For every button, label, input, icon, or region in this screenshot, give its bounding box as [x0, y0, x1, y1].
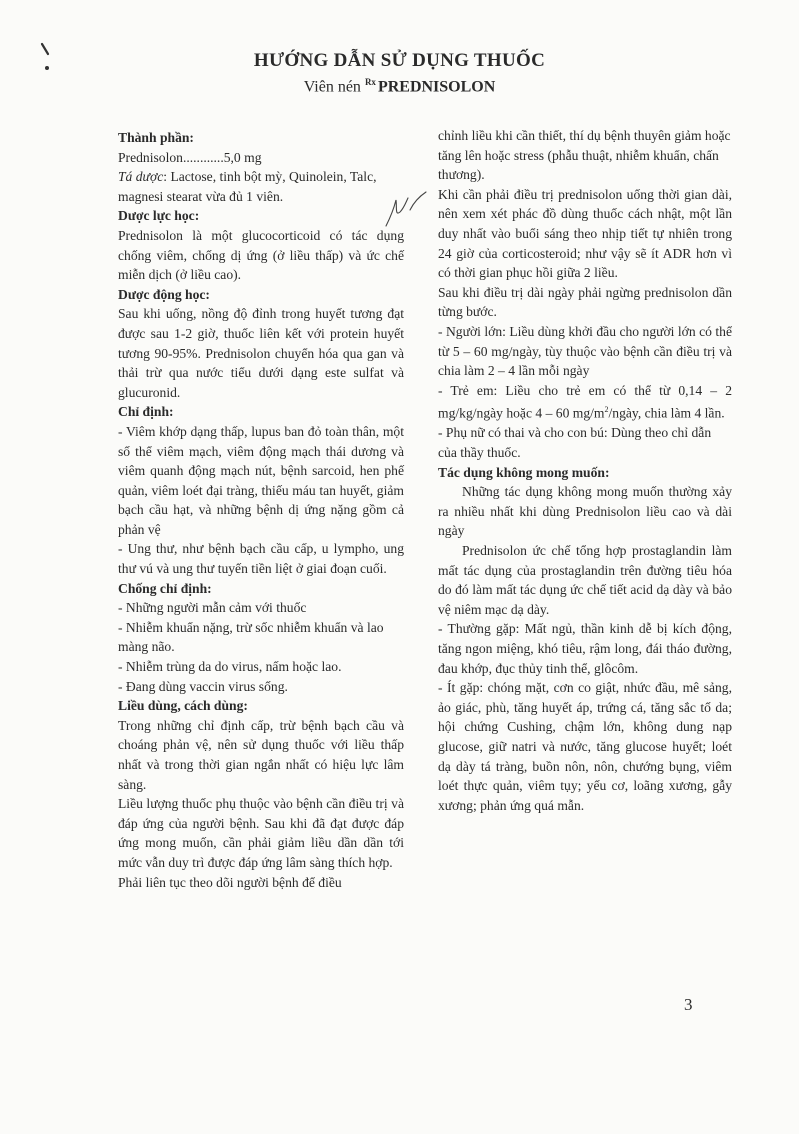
body-paragraph: chỉnh liều khi cần thiết, thí dụ bệnh thuyên giảm hoặc tăng lên hoặc stress (phẫu thuật, nhiễm khuẩn, chấn thương). [438, 128, 731, 183]
body-paragraph: Phải liên tục theo dõi người bệnh để điều [118, 874, 342, 890]
body-paragraph: Trong những chỉ định cấp, trừ bệnh bạch cầu và choáng phản vệ, nên sử dụng thuốc với liều thấp nhất và trong thời gian ngắn nhất có hiệu lực lâm sàng. [118, 717, 404, 792]
body-paragraph: Tá dược: Lactose, tinh bột mỳ, Quinolein, Talc, magnesi stearat vừa đủ 1 viên. [118, 169, 377, 204]
drug-name: PREDNISOLON [377, 78, 496, 96]
section-heading: Chống chỉ định: [118, 580, 212, 596]
body-paragraph: - Ung thư, như bệnh bạch cầu cấp, u lympho, ung thư vú và ung thư tuyến tiền liệt ở giai đoạn cuối. [118, 541, 404, 577]
body-paragraph: Sau khi uống, nồng độ đỉnh trong huyết tương đạt được sau 1-2 giờ, thuốc liên kết với protein huyết tương 90-95%. Prednisolon chuyển hóa qua gan và thải trừ qua nước tiểu dưới dạng este sulfat và glucuronid. [118, 306, 404, 400]
section-heading: Chỉ định: [118, 404, 174, 420]
body-paragraph: - Người lớn: Liều dùng khởi đầu cho người lớn có thể từ 5 – 60 mg/ngày, tùy thuộc vào bệnh cần điều trị và chia làm 2 – 4 lần mỗi ngày [438, 323, 732, 379]
body-paragraph: - Trẻ em: Liều cho trẻ em có thể từ 0,14 – 2 mg/kg/ngày hoặc 4 – 60 $mg/m^2$/ngày, chia làm 4 lần. [438, 382, 732, 421]
section-heading: Tác dụng không mong muốn: [438, 464, 610, 480]
document-title: HƯỚNG DẪN SỬ DỤNG THUỐC [253, 50, 546, 71]
handwritten-signature-icon [380, 190, 430, 232]
body-paragraph: - Những người mẫn cảm với thuốc [118, 600, 307, 616]
document-subtitle [0, 77, 799, 96]
body-paragraph: - Ít gặp: chóng mặt, cơn co giật, nhức đầu, mê sảng, ảo giác, phù, tăng huyết áp, trứng cá, tăng sắc tố da; hội chứng Cushing, chậm lớn, không dung nạp glucose, giữ natri và nước, tăng glucose huyết; loét dạ dày tá tràng, buồn nôn, nôn, chướng bụng, viêm loét thực quản, viêm tụy; yếu cơ, loãng xương, gẫy xương; phản ứng quá mẫn. [438, 680, 732, 813]
right-column [438, 126, 732, 815]
body-paragraph: Liều lượng thuốc phụ thuộc vào bệnh cần điều trị và đáp ứng của người bệnh. Sau khi đã đạt được đáp ứng mong muốn, cần phải giảm liều dần dần tới mức vẫn duy trì được đáp ứng lâm sàng thích hợp. [118, 796, 404, 870]
page-number: 3 [684, 995, 693, 1014]
section-heading: Dược lực học: [118, 208, 200, 224]
left-column [118, 128, 404, 892]
body-paragraph: - Nhiễm trùng da do virus, nấm hoặc lao. [118, 659, 342, 675]
subtitle-prefix: Viên nén [303, 78, 361, 96]
body-paragraph: Prednisolon............5,0 mg [118, 149, 262, 165]
body-paragraph: Sau khi điều trị dài ngày phải ngừng prednisolon dần từng bước. [438, 284, 732, 320]
body-paragraph: Prednisolon ức chế tổng hợp prostaglandin làm mất tác dụng của prostaglandin trên đường tiêu hóa do đó làm mất tác dụng ức chế tiết acid dạ dày và bảo vệ niêm mạc dạ dày. [438, 543, 732, 617]
rx-mark: Rx [364, 77, 376, 87]
body-paragraph: Khi cần phải điều trị prednisolon uống thời gian dài, nên xem xét phác đồ dùng thuốc cách nhật, một lần duy nhất vào buổi sáng theo nhịp tiết tự nhiên trong 24 giờ của corticosteroid; như vậy sẽ ít ADR hơn vì có thời gian phục hồi giữa 2 liều. [438, 186, 732, 281]
body-paragraph: - Thường gặp: Mất ngủ, thần kinh dễ bị kích động, tăng ngon miệng, khó tiêu, rậm long, đái tháo đường, đau khớp, đục thủy tinh thể, glôcôm. [438, 621, 732, 676]
body-paragraph: - Nhiễm khuẩn nặng, trừ sốc nhiễm khuẩn và lao màng não. [118, 619, 384, 655]
body-paragraph: - Phụ nữ có thai và cho con bú: Dùng theo chỉ dẫn của thầy thuốc. [438, 425, 712, 461]
section-heading: Liều dùng, cách dùng: [118, 698, 248, 714]
section-heading: Thành phần: [118, 130, 194, 145]
body-paragraph: Prednisolon là một glucocorticoid có tác dụng chống viêm, chống dị ứng (ở liều thấp) và ức chế miễn dịch (ở liều cao). [118, 227, 404, 283]
body-paragraph: - Đang dùng vaccin virus sống. [118, 678, 288, 694]
body-paragraph: - Viêm khớp dạng thấp, lupus ban đỏ toàn thân, một số thể viêm mạch, viêm động mạch thái dương và viêm quanh động mạch nút, bệnh sarcoid, hen phế quản, viêm loét đại tràng, thiếu máu tan huyết, giảm bạch cầu hạt, và những bệnh dị ứng nặng gồm cả phản vệ [118, 423, 404, 537]
section-heading: Dược động học: [118, 286, 210, 302]
body-paragraph: Những tác dụng không mong muốn thường xảy ra nhiều nhất khi dùng Prednisolon liều cao và dài ngày [438, 484, 732, 539]
